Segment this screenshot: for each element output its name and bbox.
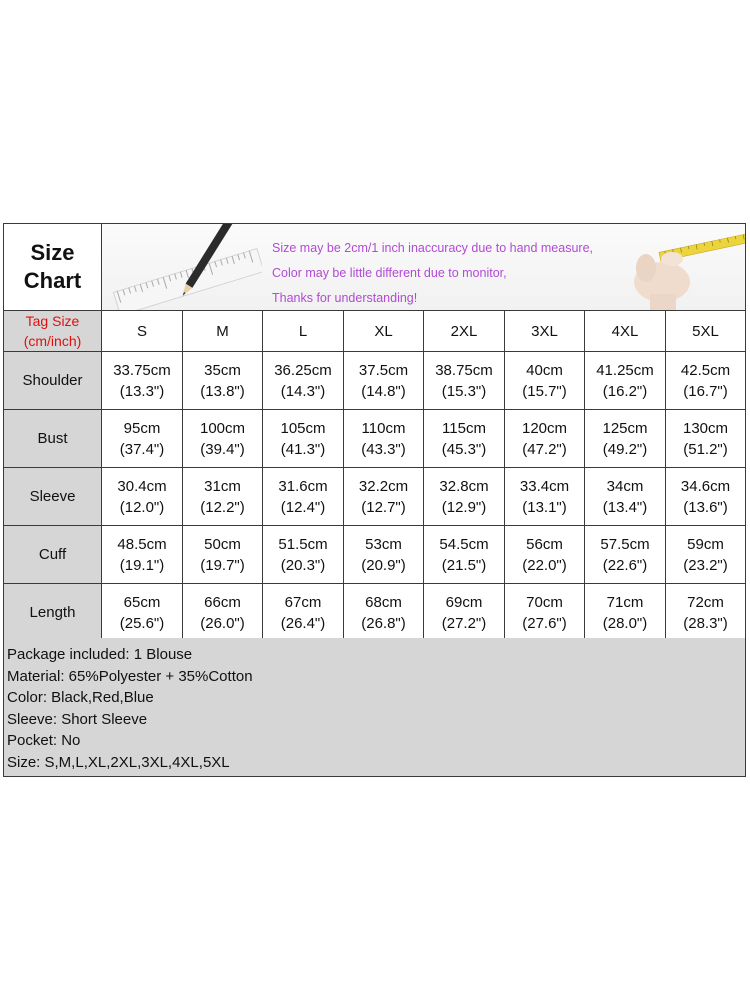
inch-value: (13.8") <box>200 382 245 400</box>
cm-value: 30.4cm <box>117 477 167 495</box>
measurement-row <box>4 584 745 642</box>
cm-value: 40cm <box>526 361 563 379</box>
measurement-cell <box>666 410 745 467</box>
measurement-cell <box>263 352 344 409</box>
note-line: Thanks for understanding! <box>272 291 418 305</box>
hand-holding-tape-measure-icon <box>620 224 745 310</box>
title-line-1: Size <box>30 240 75 265</box>
size-header-cell <box>666 311 745 351</box>
inch-value: (20.9") <box>361 556 406 574</box>
cm-value: 38.75cm <box>435 361 493 379</box>
measurement-cell <box>102 468 183 525</box>
size-chart-header <box>4 224 745 311</box>
inch-value: (45.3") <box>441 440 487 458</box>
measurement-label <box>4 468 102 525</box>
measurement-name: Shoulder <box>22 372 83 389</box>
cm-value: 120cm <box>521 419 568 437</box>
measurement-cell <box>505 410 585 467</box>
cm-value: 31cm <box>204 477 241 495</box>
cm-value: 51.5cm <box>278 535 328 553</box>
cm-value: 71cm <box>606 593 644 611</box>
measurement-name: Bust <box>37 430 68 447</box>
inch-value: (13.6") <box>683 498 728 516</box>
detail-line: Material: 65%Polyester + 35%Cotton <box>7 667 253 685</box>
measurement-cell <box>424 468 505 525</box>
cm-value: 32.8cm <box>439 477 489 495</box>
cm-value: 33.4cm <box>519 477 570 495</box>
inch-value: (12.7") <box>361 498 406 516</box>
cm-value: 37.5cm <box>358 361 409 379</box>
detail-line: Package included: 1 Blouse <box>7 646 193 663</box>
measurement-cell <box>505 584 585 641</box>
inch-value: (28.0") <box>602 614 648 632</box>
measurement-banner <box>102 224 745 310</box>
measurement-cell <box>585 526 666 583</box>
measurement-row <box>4 526 745 584</box>
inch-value: (27.2") <box>441 614 487 632</box>
measurement-cell <box>344 352 424 409</box>
measurement-cell <box>585 468 666 525</box>
size-label: S <box>136 322 147 340</box>
inch-value: (37.4") <box>119 440 165 458</box>
cm-value: 125cm <box>602 419 648 437</box>
inch-value: (12.2") <box>200 498 245 516</box>
inch-value: (15.7") <box>522 382 567 400</box>
cm-value: 50cm <box>204 535 241 553</box>
inch-value: (12.0") <box>119 498 165 516</box>
inch-value: (43.3") <box>361 440 406 458</box>
cm-value: 53cm <box>365 535 402 553</box>
measurement-cell <box>263 526 344 583</box>
cm-value: 54.5cm <box>439 535 489 553</box>
cm-value: 65cm <box>123 593 161 611</box>
size-label: 3XL <box>531 322 558 340</box>
size-chart <box>3 223 746 777</box>
inch-value: (22.6") <box>602 556 648 574</box>
measurement-cell <box>183 352 263 409</box>
measurement-cell <box>344 468 424 525</box>
size-label: 4XL <box>611 322 639 340</box>
inch-value: (16.2") <box>602 382 648 400</box>
inch-value: (15.3") <box>441 382 487 400</box>
size-header-cell <box>505 311 585 351</box>
measurement-cell <box>666 584 745 641</box>
measurement-cell <box>102 352 183 409</box>
cm-value: 130cm <box>682 419 729 437</box>
inch-value: (19.1") <box>119 556 165 574</box>
cm-value: 67cm <box>284 593 322 611</box>
cm-value: 34cm <box>606 477 644 495</box>
measurement-cell <box>344 584 424 641</box>
detail-line: Pocket: No <box>7 732 81 749</box>
note-line: Color may be little different due to monitor, <box>272 266 507 280</box>
cm-value: 34.6cm <box>680 477 731 495</box>
inch-value: (14.8") <box>361 382 406 400</box>
inch-value: (49.2") <box>602 440 648 458</box>
cm-value: 41.25cm <box>596 361 654 379</box>
cm-value: 68cm <box>365 593 402 611</box>
size-header-cell <box>263 311 344 351</box>
cm-value: 59cm <box>687 535 724 553</box>
detail-line: Sleeve: Short Sleeve <box>7 710 148 728</box>
tag-size-unit: (cm/inch) <box>23 333 82 349</box>
measurement-row <box>4 352 745 410</box>
size-header-cell <box>424 311 505 351</box>
inch-value: (25.6") <box>119 614 165 632</box>
pencil-and-ruler-icon <box>102 224 262 310</box>
cm-value: 56cm <box>526 535 563 553</box>
measurement-cell <box>183 410 263 467</box>
measurement-cell <box>585 352 666 409</box>
size-header-cell <box>183 311 263 351</box>
inch-value: (27.6") <box>522 614 567 632</box>
inch-value: (12.4") <box>280 498 326 516</box>
size-label: L <box>298 322 308 340</box>
inch-value: (13.4") <box>602 498 648 516</box>
inch-value: (26.4") <box>280 614 326 632</box>
measurement-cell <box>424 526 505 583</box>
measurement-cell <box>183 526 263 583</box>
inch-value: (39.4") <box>200 440 245 458</box>
product-details <box>4 638 745 776</box>
measurement-row <box>4 468 745 526</box>
inch-value: (26.8") <box>361 614 406 632</box>
size-label: 5XL <box>692 322 719 340</box>
measurement-cell <box>263 584 344 641</box>
cm-value: 32.2cm <box>358 477 409 495</box>
measurement-cell <box>424 352 505 409</box>
measurement-cell <box>666 352 745 409</box>
title-line-2: Chart <box>23 268 82 293</box>
measurement-cell <box>505 468 585 525</box>
measurement-cell <box>263 410 344 467</box>
measurement-name: Cuff <box>38 546 67 563</box>
measurement-cell <box>102 526 183 583</box>
inch-value: (28.3") <box>683 614 728 632</box>
size-chart-title <box>4 224 102 310</box>
measurement-cell <box>666 526 745 583</box>
size-header-cell <box>585 311 666 351</box>
measurement-cell <box>344 410 424 467</box>
inch-value: (51.2") <box>683 440 728 458</box>
tag-size-line: Tag Size <box>25 313 80 329</box>
inch-value: (13.3") <box>119 382 165 400</box>
size-header-cell <box>102 311 183 351</box>
measurement-cell <box>263 468 344 525</box>
measurement-label <box>4 526 102 583</box>
measurement-label <box>4 584 102 641</box>
measurement-cell <box>424 584 505 641</box>
measurement-cell <box>666 468 745 525</box>
measurement-label <box>4 410 102 467</box>
measurement-label <box>4 352 102 409</box>
cm-value: 110cm <box>361 419 406 437</box>
cm-value: 70cm <box>526 593 563 611</box>
cm-value: 69cm <box>445 593 483 611</box>
cm-value: 42.5cm <box>680 361 731 379</box>
size-label: M <box>216 322 229 340</box>
inch-value: (21.5") <box>441 556 487 574</box>
cm-value: 48.5cm <box>117 535 167 553</box>
measurement-cell <box>585 410 666 467</box>
measurement-cell <box>344 526 424 583</box>
measurement-name: Length <box>29 604 76 621</box>
inch-value: (14.3") <box>280 382 326 400</box>
measurement-cell <box>505 526 585 583</box>
measurement-cell <box>585 584 666 641</box>
detail-line: Size: S,M,L,XL,2XL,3XL,4XL,5XL <box>7 753 230 771</box>
measurement-notes <box>272 236 593 310</box>
size-header-row <box>4 311 745 352</box>
size-label: XL <box>374 322 393 340</box>
size-label: 2XL <box>450 322 478 340</box>
cm-value: 36.25cm <box>274 361 332 379</box>
inch-value: (12.9") <box>441 498 487 516</box>
cm-value: 57.5cm <box>600 535 650 553</box>
inch-value: (22.0") <box>522 556 567 574</box>
inch-value: (41.3") <box>280 440 326 458</box>
inch-value: (19.7") <box>200 556 245 574</box>
cm-value: 66cm <box>204 593 241 611</box>
inch-value: (20.3") <box>280 556 326 574</box>
inch-value: (23.2") <box>683 556 728 574</box>
cm-value: 35cm <box>204 361 241 379</box>
note-line: Size may be 2cm/1 inch inaccuracy due to hand measure, <box>272 241 594 255</box>
cm-value: 33.75cm <box>113 361 171 379</box>
measurement-cell <box>102 584 183 641</box>
measurement-cell <box>183 584 263 641</box>
size-header-cell <box>344 311 424 351</box>
measurement-row <box>4 410 745 468</box>
inch-value: (13.1") <box>522 498 567 516</box>
inch-value: (16.7") <box>683 382 728 400</box>
measurement-cell <box>424 410 505 467</box>
cm-value: 95cm <box>123 419 161 437</box>
inch-value: (26.0") <box>200 614 245 632</box>
tag-size-label <box>4 311 102 351</box>
measurement-cell <box>183 468 263 525</box>
inch-value: (47.2") <box>522 440 567 458</box>
cm-value: 105cm <box>280 419 326 437</box>
cm-value: 115cm <box>442 419 486 437</box>
cm-value: 72cm <box>687 593 724 611</box>
measurement-name: Sleeve <box>29 488 76 505</box>
cm-value: 100cm <box>199 419 246 437</box>
measurement-cell <box>505 352 585 409</box>
cm-value: 31.6cm <box>278 477 328 495</box>
detail-line: Color: Black,Red,Blue <box>7 689 154 706</box>
measurement-cell <box>102 410 183 467</box>
